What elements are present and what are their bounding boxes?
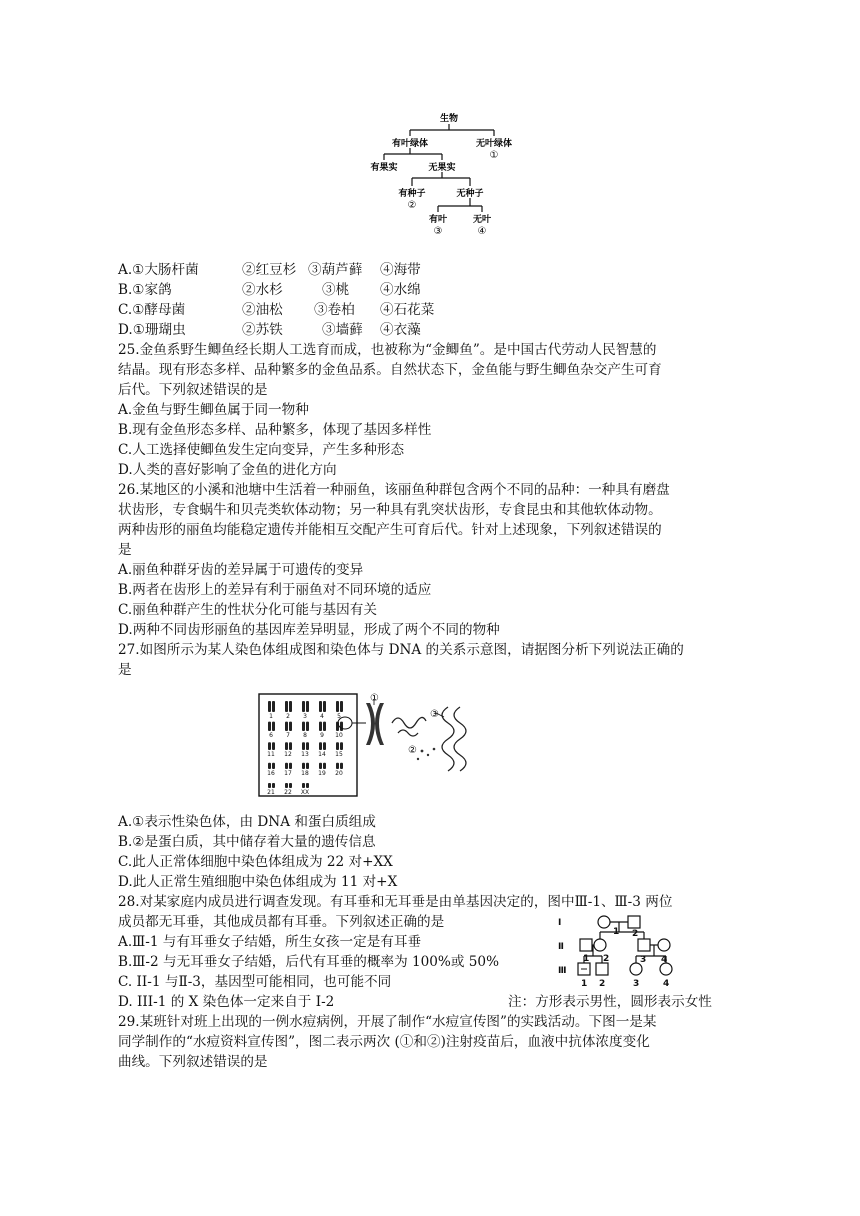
chromosome-number-label: 17 (284, 770, 292, 777)
q25-stem-2: 结晶。现有形态多样、品种繁多的金鱼品系。自然状态下，金鱼能与野生鲫鱼杂交产生可育 (118, 362, 662, 378)
tree-has-fruit: 有果实 (370, 163, 398, 173)
q27-option-d: D.此人正常生殖细胞中染色体组成为 11 对+X (118, 874, 398, 890)
chromosome-mark (272, 722, 275, 731)
chromosome-number-label: 7 (286, 732, 290, 739)
chromosome-mark (289, 763, 292, 769)
chromosome-mark (323, 742, 326, 750)
q26-stem-4: 是 (118, 542, 132, 558)
option-part: ④海带 (380, 262, 421, 278)
chromosome-mark (268, 701, 271, 712)
chromosome-mark (340, 763, 343, 769)
q25-option-d: D.人类的喜好影响了金鱼的进化方向 (118, 462, 337, 478)
chromosome-mark (306, 763, 309, 769)
pedigree-III-2: 2 (599, 979, 606, 989)
chromosome-number-label: 19 (318, 770, 326, 777)
chromosome-mark (323, 722, 326, 731)
pedigree-III-4: 4 (663, 979, 670, 989)
karyo-mark-3: ③ (430, 709, 439, 720)
pedigree-gen-3: Ⅲ (558, 966, 567, 976)
pedigree-I-1: 1 (613, 927, 620, 937)
pedigree-gen-2: Ⅱ (558, 942, 564, 952)
chromosome-number-label: 15 (335, 751, 343, 758)
chromosome-mark (268, 783, 271, 788)
chromosome-mark (285, 722, 288, 731)
pedigree-II-4: 4 (661, 955, 668, 965)
q26-option-d: D.两种不同齿形丽鱼的基因库差异明显，形成了两个不同的物种 (118, 622, 500, 638)
option-part: ②红豆杉 (242, 262, 297, 278)
tree-no-fruit: 无果实 (428, 163, 456, 173)
chromosome-number-label: 10 (335, 732, 343, 739)
q28-option-c: C. II-1 与Ⅱ-3，基因型可能相同，也可能不同 (118, 974, 392, 990)
q28-option-b: B.Ⅲ-2 与无耳垂女子结婚，后代有耳垂的概率为 100%或 50% (118, 954, 499, 970)
chromosome-mark (302, 722, 305, 731)
pedigree-II-1: 1 (583, 954, 590, 964)
q28-stem-1: 28.对某家庭内成员进行调查发现。有耳垂和无耳垂是由单基因决定的，图中Ⅲ-1、Ⅲ-3 两位 (118, 894, 673, 910)
q27-option-b: B.②是蛋白质，其中储存着大量的遗传信息 (118, 834, 376, 850)
q28-stem-2: 成员都无耳垂，其他成员都有耳垂。下列叙述正确的是 (118, 914, 445, 930)
tree-no-seed: 无种子 (456, 189, 484, 199)
karyotype-dna-diagram (258, 693, 498, 798)
tree-has-seed: 有种子 (398, 189, 426, 199)
pedigree-II-2: 2 (603, 954, 610, 964)
pedigree-I-2: 2 (632, 929, 639, 939)
classification-tree-diagram (360, 108, 530, 240)
q27-option-c: C.此人正常体细胞中染色体组成为 22 对+XX (118, 854, 393, 870)
tree-has-chloroplast: 有叶绿体 (391, 139, 429, 149)
q27-option-a: A.①表示性染色体，由 DNA 和蛋白质组成 (118, 814, 376, 830)
chromosome-mark (336, 742, 339, 750)
q24-option-d (118, 320, 421, 340)
chromosome-mark (306, 742, 309, 750)
option-part: ③葫芦藓 (308, 262, 363, 278)
chromosome-number-label: 13 (301, 751, 309, 758)
chromosome-number-label: 16 (267, 770, 275, 777)
tree-no-leaf: 无叶 (472, 215, 492, 225)
tree-mark-1: ① (489, 150, 499, 161)
option-part: ④衣藻 (380, 322, 421, 338)
option-part: B.①家鸽 (118, 282, 172, 298)
option-part: ③墙藓 (322, 322, 363, 338)
chromosome-number-label: 4 (320, 713, 324, 720)
chromosome-mark (340, 722, 343, 731)
karyo-mark-1: ① (370, 693, 379, 704)
karyo-mark-2: ② (408, 745, 417, 756)
option-part: D.①珊瑚虫 (118, 322, 186, 338)
q26-option-b: B.两者在齿形上的差异有利于丽鱼对不同环境的适应 (118, 582, 432, 598)
chromosome-mark (306, 701, 309, 712)
q26-stem-1: 26.某地区的小溪和池塘中生活着一种丽鱼，该丽鱼种群包含两个不同的品种：一种具有磨盘 (118, 482, 670, 498)
chromosome-mark (336, 763, 339, 769)
chromosome-mark (302, 701, 305, 712)
chromosome-number-label: 3 (303, 713, 307, 720)
chromosome-number-label: 22 (284, 789, 292, 796)
chromosome-mark (268, 763, 271, 769)
q25-stem-3: 后代。下列叙述错误的是 (118, 382, 268, 398)
chromosome-mark (289, 701, 292, 712)
chromosome-mark (289, 742, 292, 750)
chromosome-mark (319, 722, 322, 731)
q26-option-a: A.丽鱼种群牙齿的差异属于可遗传的变异 (118, 562, 364, 578)
pedigree-III-3: 3 (633, 979, 640, 989)
chromosome-number-label: 8 (303, 732, 307, 739)
chromosome-mark (319, 701, 322, 712)
q25-stem-1: 25.金鱼系野生鲫鱼经长期人工选育而成，也被称为“金鲫鱼”。是中国古代劳动人民智慧的 (118, 342, 657, 358)
chromosome-mark (323, 701, 326, 712)
q25-option-c: C.人工选择使鲫鱼发生定向变异，产生多种形态 (118, 442, 405, 458)
chromosome-mark (289, 722, 292, 731)
option-part: C.①酵母菌 (118, 302, 186, 318)
chromosome-number-label: 11 (267, 751, 275, 758)
q24-option-b (118, 280, 421, 300)
option-part: ④石花菜 (380, 302, 435, 318)
q25-option-b: B.现有金鱼形态多样、品种繁多，体现了基因多样性 (118, 422, 432, 438)
chromosome-mark (285, 701, 288, 712)
q26-stem-2: 状齿形，专食蜗牛和贝壳类软体动物；另一种具有乳突状齿形，专食昆虫和其他软体动物。 (118, 502, 662, 518)
q29-stem-2: 同学制作的“水痘资料宣传图”，图二表示两次 (①和②)注射疫苗后，血液中抗体浓度变化 (118, 1034, 650, 1050)
chromosome-number-label: 20 (335, 770, 343, 777)
chromosome-number-label: 2 (286, 713, 290, 720)
q29-stem-1: 29.某班针对班上出现的一例水痘病例，开展了制作“水痘宣传图”的实践活动。下图一是某 (118, 1014, 657, 1030)
q27-stem-1: 27.如图所示为某人染色体组成图和染色体与 DNA 的关系示意图，请据图分析下列说法正确的 (118, 642, 684, 658)
chromosome-mark (302, 742, 305, 750)
tree-mark-4: ④ (477, 226, 487, 237)
chromosome-mark (285, 742, 288, 750)
q28-option-a: A.Ⅲ-1 与有耳垂女子结婚，所生女孩一定是有耳垂 (118, 934, 422, 950)
chromosome-mark (272, 763, 275, 769)
chromosome-number-label: 18 (301, 770, 309, 777)
q24-option-c (118, 300, 434, 320)
chromosome-number-label: 5 (337, 713, 341, 720)
option-part: ②油松 (242, 302, 283, 318)
chromosome-number-label: 1 (269, 713, 273, 720)
q29-stem-3: 曲线。下列叙述错误的是 (118, 1054, 268, 1070)
chromosome-mark (306, 722, 309, 731)
chromosome-mark (340, 701, 343, 712)
chromosome-mark (319, 763, 322, 769)
q24-option-a (118, 260, 421, 280)
chromosome-mark (302, 783, 305, 788)
chromosome-mark (306, 783, 309, 788)
chromosome-mark (268, 722, 271, 731)
chromosome-mark (302, 763, 305, 769)
chromosome-mark (272, 783, 275, 788)
chromosome-number-label: XX (300, 789, 310, 796)
option-part: ③桃 (322, 282, 350, 298)
q27-stem-2: 是 (118, 662, 132, 678)
chromosome-number-label: 9 (320, 732, 324, 739)
chromosome-mark (272, 742, 275, 750)
tree-no-chloroplast: 无叶绿体 (475, 139, 513, 149)
q25-option-a: A.金鱼与野生鲫鱼属于同一物种 (118, 402, 309, 418)
chromosome-mark (323, 763, 326, 769)
option-part: ②苏铁 (242, 322, 283, 338)
pedigree-III-1: 1 (581, 979, 588, 989)
q26-stem-3: 两种齿形的丽鱼均能稳定遗传并能相互交配产生可育后代。针对上述现象，下列叙述错误的 (118, 522, 662, 538)
chromosome-mark (336, 701, 339, 712)
chromosome-mark (319, 742, 322, 750)
tree-has-leaf: 有叶 (428, 215, 448, 225)
chromosome-mark (340, 742, 343, 750)
chromosome-number-label: 12 (284, 751, 292, 758)
chromosome-number-label: 14 (318, 751, 326, 758)
option-part: ②水杉 (242, 282, 283, 298)
tree-mark-3: ③ (433, 226, 443, 237)
chromosome-number-label: 6 (269, 732, 273, 739)
chromosome-mark (272, 701, 275, 712)
q28-option-d: D. III-1 的 X 染色体一定来自于 I-2 (118, 994, 335, 1010)
pedigree-gen-1: Ⅰ (558, 918, 562, 928)
chromosome-number-label: 21 (267, 789, 275, 796)
pedigree-II-3: 3 (640, 955, 647, 965)
option-part: ③卷柏 (314, 302, 355, 318)
pedigree-diagram (556, 912, 686, 990)
chromosome-mark (285, 783, 288, 788)
q26-option-c: C.丽鱼种群产生的性状分化可能与基因有关 (118, 602, 377, 618)
chromosome-mark (285, 763, 288, 769)
chromosome-mark (268, 742, 271, 750)
tree-mark-2: ② (407, 200, 417, 211)
pedigree-note: 注：方形表示男性，圆形表示女性 (508, 994, 712, 1010)
option-part: ④水绵 (380, 282, 421, 298)
chromosome-mark (289, 783, 292, 788)
tree-root: 生物 (439, 114, 459, 124)
option-part: A.①大肠杆菌 (118, 262, 199, 278)
